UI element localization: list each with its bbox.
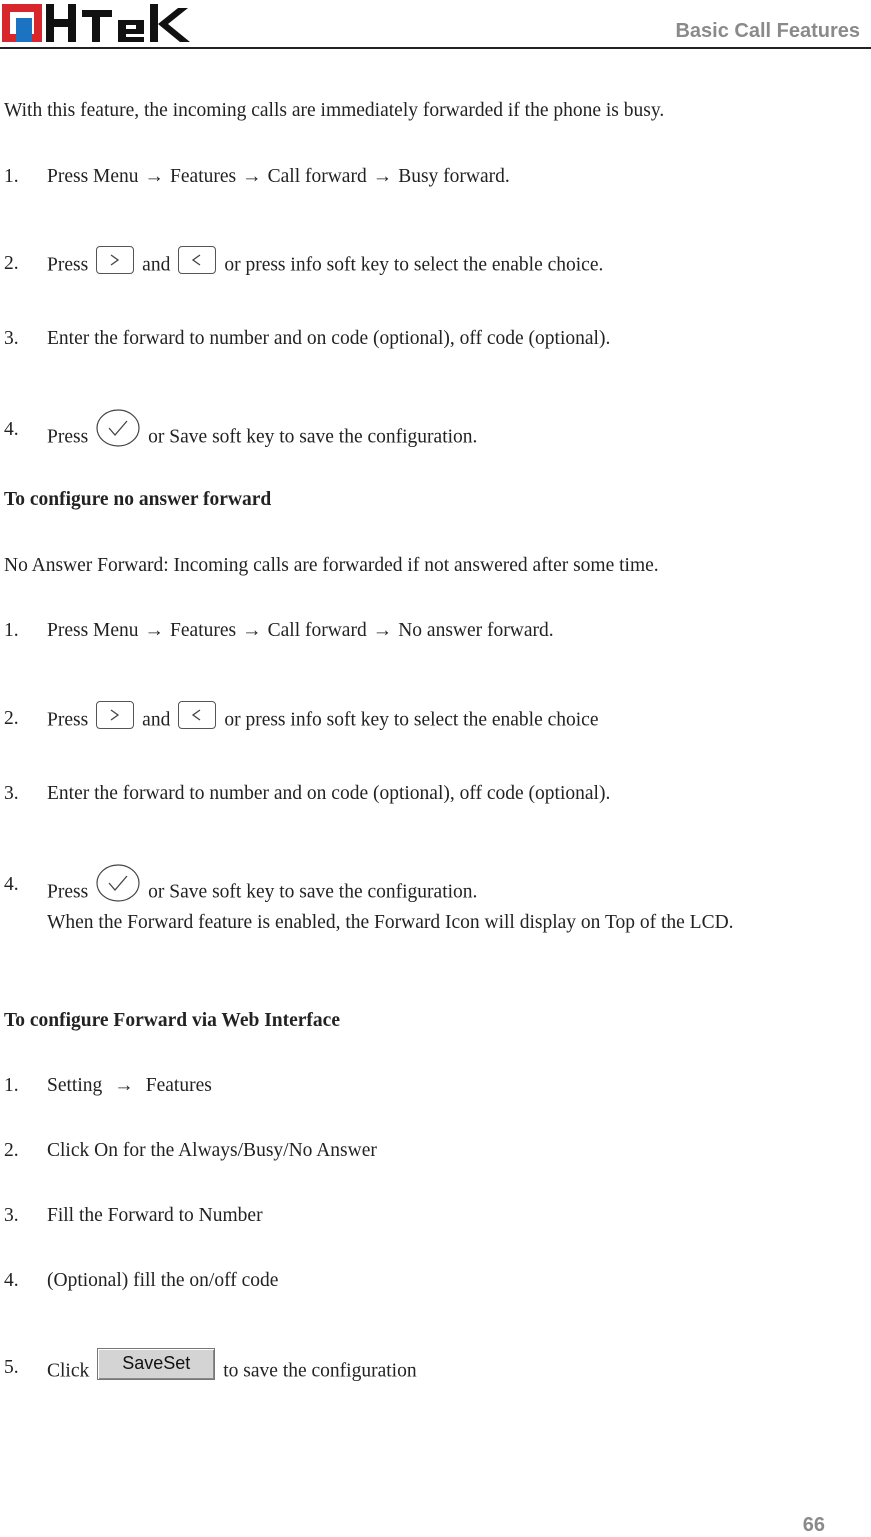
noanswer-step4-number: 4. xyxy=(4,874,19,895)
ok-key-icon xyxy=(96,863,140,903)
web-step2-number: 2. xyxy=(4,1140,19,1161)
noanswer-step2-number: 2. xyxy=(4,708,19,729)
web-step1-a: Setting xyxy=(47,1075,103,1096)
busy-step1-c: Call forward xyxy=(267,166,367,187)
arrow-icon: → xyxy=(242,166,262,187)
noanswer-step2-a: Press xyxy=(47,709,89,731)
arrow-icon: → xyxy=(372,166,393,187)
noanswer-step1-b: Features xyxy=(170,620,237,641)
noanswer-step1-d: No answer forward. xyxy=(398,620,554,641)
busy-step4 xyxy=(47,418,477,458)
noanswer-step3-number: 3. xyxy=(4,783,19,804)
noanswer-step4-a: Press xyxy=(47,881,89,903)
left-key-icon xyxy=(178,701,216,729)
web-step5-a: Click xyxy=(47,1360,90,1382)
arrow-icon: → xyxy=(144,620,165,641)
web-step4-number: 4. xyxy=(4,1270,19,1291)
web-step1-number: 1. xyxy=(4,1075,19,1096)
saveset-button[interactable]: SaveSet xyxy=(97,1348,215,1380)
noanswer-step4 xyxy=(47,873,477,913)
busy-step1-number: 1. xyxy=(4,166,19,187)
busy-step1-b: Features xyxy=(170,166,237,187)
page-header xyxy=(0,0,871,50)
busy-step3: Enter the forward to number and on code (optional), off code (optional). xyxy=(47,328,611,349)
busy-step2 xyxy=(47,252,603,280)
noanswer-note: When the Forward feature is enabled, the Forward Icon will display on Top of the LCD. xyxy=(47,912,734,933)
web-step3-number: 3. xyxy=(4,1205,19,1226)
arrow-icon: → xyxy=(372,620,393,641)
right-key-icon xyxy=(96,701,134,729)
left-key-icon xyxy=(178,246,216,274)
web-step4: (Optional) fill the on/off code xyxy=(47,1270,279,1291)
web-heading: To configure Forward via Web Interface xyxy=(4,1010,340,1031)
noanswer-step3: Enter the forward to number and on code (optional), off code (optional). xyxy=(47,783,611,804)
arrow-icon: → xyxy=(144,166,165,187)
web-step2: Click On for the Always/Busy/No Answer xyxy=(47,1140,377,1161)
section-title: Basic Call Features xyxy=(675,20,860,42)
right-key-icon xyxy=(96,246,134,274)
noanswer-step1-c: Call forward xyxy=(267,620,367,641)
header-divider xyxy=(0,47,871,49)
busy-step2-b: and xyxy=(142,254,171,276)
busy-step4-b: or Save soft key to save the configuration. xyxy=(148,426,478,448)
arrow-icon: → xyxy=(242,620,262,641)
noanswer-step4-b: or Save soft key to save the configuration. xyxy=(148,881,478,903)
page-number: 66 xyxy=(802,1514,825,1536)
web-step3: Fill the Forward to Number xyxy=(47,1205,263,1226)
busy-step4-number: 4. xyxy=(4,419,19,440)
noanswer-step1 xyxy=(47,619,554,643)
busy-step2-c: or press info soft key to select the enable choice. xyxy=(224,254,604,276)
busy-step1 xyxy=(47,165,510,189)
arrow-icon: → xyxy=(114,1075,134,1096)
web-step5-b: to save the configuration xyxy=(223,1360,417,1382)
noanswer-heading: To configure no answer forward xyxy=(4,489,272,510)
busy-step3-number: 3. xyxy=(4,328,19,349)
ok-key-icon xyxy=(96,408,140,448)
web-step5-number: 5. xyxy=(4,1357,19,1378)
busy-step4-a: Press xyxy=(47,426,89,448)
web-step1 xyxy=(47,1074,212,1098)
noanswer-step1-number: 1. xyxy=(4,620,19,641)
noanswer-step1-a: Press Menu xyxy=(47,620,139,641)
noanswer-step2-c: or press info soft key to select the enable choice xyxy=(224,709,599,731)
noanswer-step2-b: and xyxy=(142,709,171,731)
busy-step2-a: Press xyxy=(47,254,89,276)
htek-logo xyxy=(2,2,192,44)
web-step5 xyxy=(47,1353,417,1388)
busy-step1-a: Press Menu xyxy=(47,166,139,187)
busy-step1-d: Busy forward. xyxy=(398,166,510,187)
busy-step2-number: 2. xyxy=(4,253,19,274)
noanswer-intro: No Answer Forward: Incoming calls are forwarded if not answered after some time. xyxy=(4,555,659,576)
noanswer-step2 xyxy=(47,707,598,735)
web-step1-b: Features xyxy=(145,1075,212,1096)
busy-intro: With this feature, the incoming calls are immediately forwarded if the phone is busy. xyxy=(4,100,665,121)
